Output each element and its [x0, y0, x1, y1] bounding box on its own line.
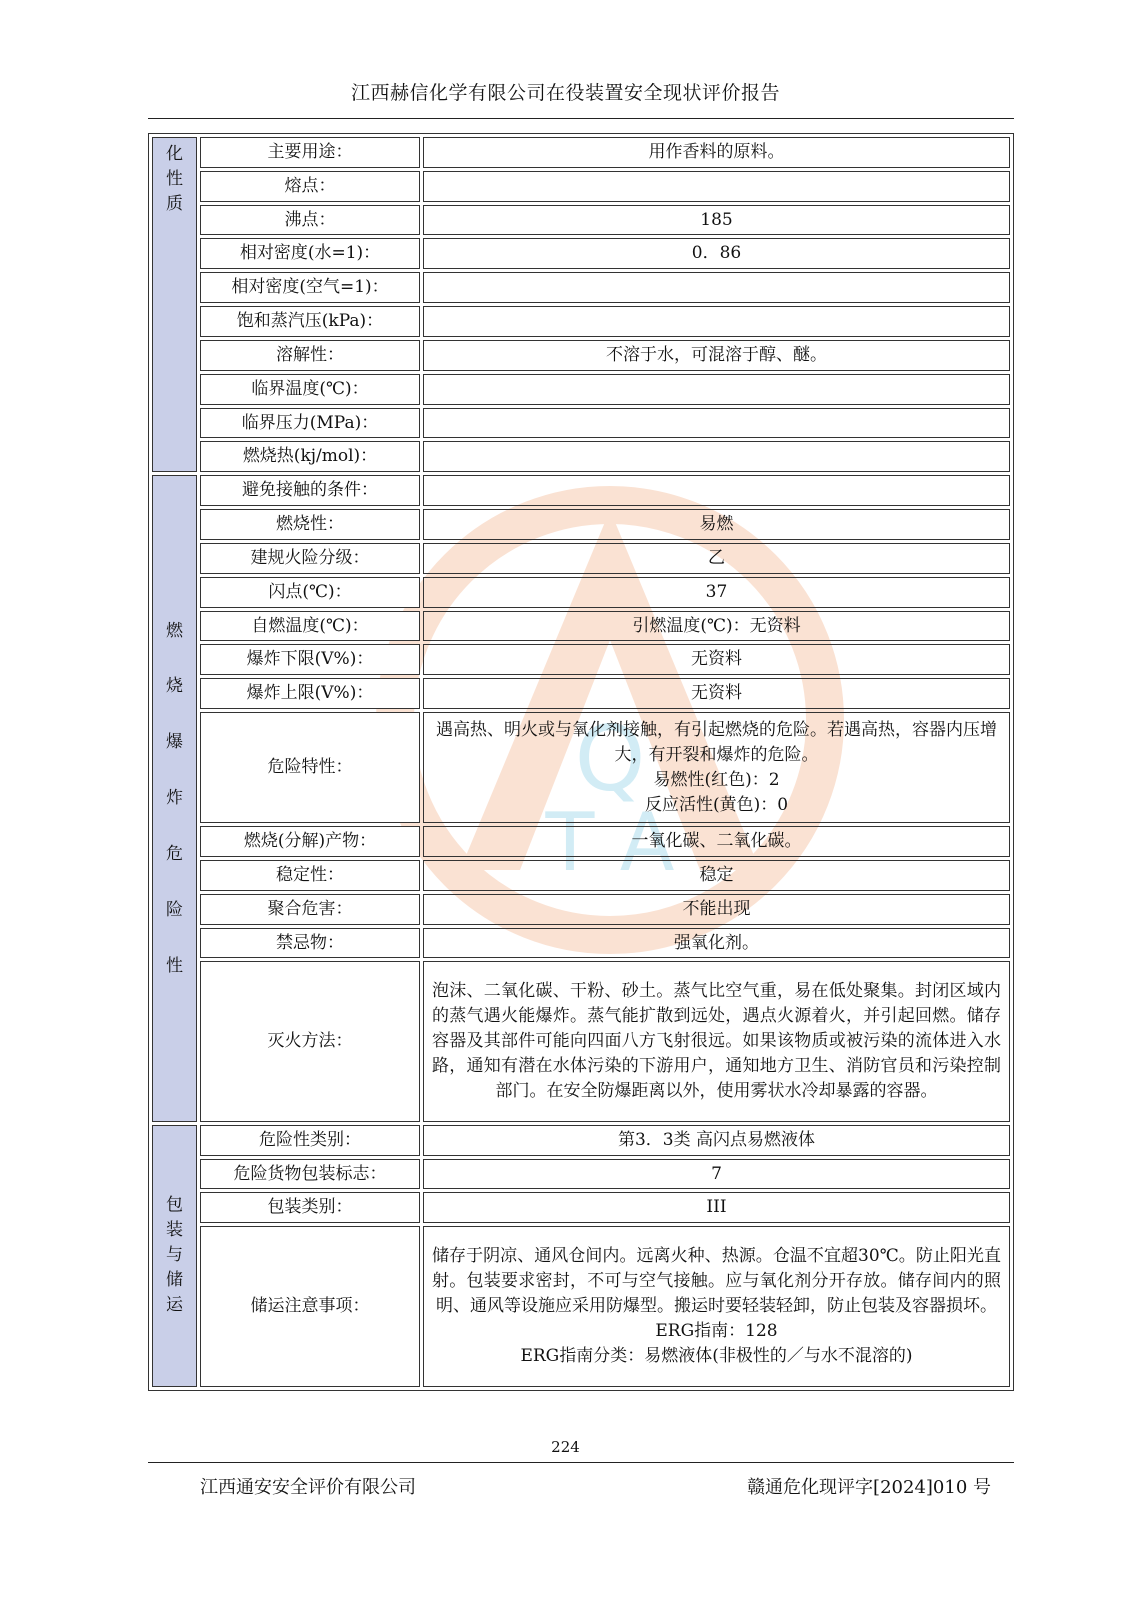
- value-line: ERG指南：128: [655, 1321, 778, 1342]
- row-label: 储运注意事项：: [200, 1226, 420, 1387]
- value-line: 易燃性(红色)：2: [653, 769, 780, 790]
- row-label: 自燃温度(℃)：: [200, 611, 420, 642]
- footer-company: 江西通安安全评价有限公司: [200, 1477, 416, 1498]
- row-value: 无资料: [423, 644, 1010, 675]
- row-label: 熔点：: [200, 171, 420, 202]
- row-value: 不溶于水，可混溶于醇、醚。: [423, 340, 1010, 371]
- row-value: [423, 408, 1010, 439]
- row-label: 避免接触的条件：: [200, 475, 420, 506]
- value-line: 储存于阴凉、通风仓间内。远离火种、热源。仓温不宜超30℃。防止阳光直射。包装要求密封，不可与空气接触。应与氧化剂分开存放。储存间内的照明、通风等设施应采用防爆型。搬运时要轻装轻卸，防止包装及容器损坏。: [432, 1246, 1001, 1317]
- row-value-multiline: [423, 961, 1010, 1121]
- row-value: [423, 306, 1010, 337]
- row-value: 引燃温度(℃)：无资料: [423, 611, 1010, 642]
- section-char: 爆: [166, 732, 183, 753]
- row-label: 聚合危害：: [200, 894, 420, 925]
- row-value-multiline: [423, 712, 1010, 823]
- row-label: 沸点：: [200, 205, 420, 236]
- section-char: 炸: [166, 788, 183, 809]
- row-value: 易燃: [423, 509, 1010, 540]
- row-label: 相对密度(空气=1)：: [200, 272, 420, 303]
- row-label: 危险货物包装标志：: [200, 1159, 420, 1190]
- section-char: 性: [166, 955, 183, 976]
- section-char: 与: [166, 1245, 183, 1266]
- row-value-multiline: [423, 1226, 1010, 1387]
- row-value: 稳定: [423, 860, 1010, 891]
- row-label: 溶解性：: [200, 340, 420, 371]
- section-char: 储: [166, 1270, 183, 1291]
- footer-divider: [148, 1462, 1014, 1463]
- row-label: 燃烧性：: [200, 509, 420, 540]
- section-char: 化: [166, 144, 183, 164]
- section-char: 性: [166, 169, 183, 189]
- row-label: 危险性类别：: [200, 1125, 420, 1156]
- row-label: 主要用途：: [200, 137, 420, 168]
- msds-table: [148, 133, 1014, 1391]
- row-value: 乙: [423, 543, 1010, 574]
- row-value: 强氧化剂。: [423, 928, 1010, 959]
- row-value: [423, 441, 1010, 472]
- row-label: 建规火险分级：: [200, 543, 420, 574]
- row-value: 无资料: [423, 678, 1010, 709]
- row-label: 灭火方法：: [200, 961, 420, 1121]
- section-char: 危: [166, 843, 183, 864]
- row-label: 燃烧热(kj/mol)：: [200, 441, 420, 472]
- section-packaging-storage: [152, 1125, 197, 1387]
- row-value: [423, 171, 1010, 202]
- row-label: 爆炸上限(V%)：: [200, 678, 420, 709]
- section-char: 装: [166, 1220, 183, 1241]
- row-value: 不能出现: [423, 894, 1010, 925]
- row-label: 相对密度(水=1)：: [200, 238, 420, 269]
- row-label: 包装类别：: [200, 1192, 420, 1223]
- section-char: 包: [166, 1195, 183, 1216]
- row-value: 0．86: [423, 238, 1010, 269]
- row-label: 爆炸下限(V%)：: [200, 644, 420, 675]
- page-header-title: 江西赫信化学有限公司在役装置安全现状评价报告: [350, 82, 780, 104]
- value-line: 遇高热、明火或与氧化剂接触，有引起燃烧的危险。若遇高热，容器内压增大，有开裂和爆炸的危险。: [436, 719, 997, 765]
- value-line: ERG指南分类：易燃液体(非极性的／与水不混溶的): [520, 1346, 913, 1367]
- row-value: [423, 272, 1010, 303]
- section-char: 运: [166, 1295, 183, 1316]
- row-label: 危险特性：: [200, 712, 420, 823]
- section-char: 燃: [166, 620, 183, 641]
- value-paragraph: 泡沫、二氧化碳、干粉、砂土。蒸气比空气重，易在低处聚集。封闭区域内的蒸气遇火能爆炸。蒸气能扩散到远处，遇点火源着火，并引起回燃。储存容器及其部件可能向四面八方飞射很远。如果该物质或被污染的流体进入水路，通知有潜在水体污染的下游用户，通知地方卫生、消防官员和污染控制部门。在安全防爆距离以外，使用雾状水冷却暴露的容器。: [432, 981, 1001, 1102]
- row-label: 临界压力(MPa)：: [200, 408, 420, 439]
- svg-text:T A: T A: [545, 796, 675, 889]
- row-label: 饱和蒸汽压(kPa)：: [200, 306, 420, 337]
- row-value: 一氧化碳、二氧化碳。: [423, 826, 1010, 857]
- row-label: 闪点(℃)：: [200, 577, 420, 608]
- row-value: [423, 475, 1010, 506]
- row-value: III: [423, 1192, 1010, 1223]
- header-divider: [148, 118, 1014, 119]
- section-chemical-properties: [152, 137, 197, 472]
- section-char: 险: [166, 899, 183, 920]
- section-char: 质: [166, 194, 183, 214]
- row-value: 第3．3类 高闪点易燃液体: [423, 1125, 1010, 1156]
- row-value: 37: [423, 577, 1010, 608]
- row-label: 禁忌物：: [200, 928, 420, 959]
- row-label: 燃烧(分解)产物：: [200, 826, 420, 857]
- row-value: 用作香料的原料。: [423, 137, 1010, 168]
- row-value: 185: [423, 205, 1010, 236]
- footer-doc-number: 赣通危化现评字[2024]010 号: [747, 1477, 991, 1498]
- value-line: 反应活性(黄色)：0: [644, 794, 789, 815]
- svg-text:Q: Q: [574, 707, 646, 812]
- section-fire-explosion-hazard: [152, 475, 197, 1122]
- page-number: 224: [551, 1438, 580, 1456]
- section-char: 烧: [166, 676, 183, 697]
- row-label: 稳定性：: [200, 860, 420, 891]
- row-label: 临界温度(℃)：: [200, 374, 420, 405]
- row-value: 7: [423, 1159, 1010, 1190]
- row-value: [423, 374, 1010, 405]
